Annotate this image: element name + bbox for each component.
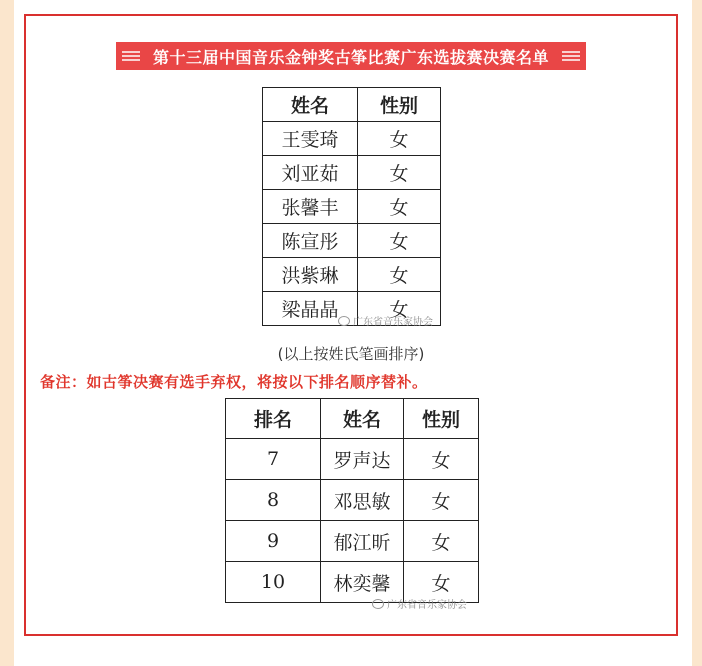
- finalist-table: [262, 87, 441, 326]
- cell-gender: 女: [358, 292, 441, 326]
- order-note: (以上按姓氏笔画排序): [277, 345, 425, 363]
- header-name: 姓名: [321, 399, 404, 439]
- cell-name: 陈宣彤: [263, 224, 358, 258]
- wechat-icon: [338, 316, 350, 326]
- header-gender: 性别: [358, 88, 441, 122]
- cell-name: 王雯琦: [263, 122, 358, 156]
- table-row: [263, 190, 441, 224]
- table-header-row: [226, 399, 479, 439]
- cell-gender: 女: [404, 439, 479, 480]
- cell-rank: 7: [226, 439, 321, 480]
- substitute-note: 备注：如古筝决赛有选手弃权，将按以下排名顺序替补。: [40, 373, 428, 391]
- cell-name: 林奕馨: [321, 562, 404, 603]
- cell-gender: 女: [358, 224, 441, 258]
- stripe-decoration-right: [562, 51, 580, 61]
- header-name: 姓名: [263, 88, 358, 122]
- cell-name: 罗声达: [321, 439, 404, 480]
- cell-name: 郁江昕: [321, 521, 404, 562]
- watermark-text: 广东省音乐家协会: [353, 317, 433, 328]
- stripe-decoration-left: [122, 51, 140, 61]
- cell-gender: 女: [404, 521, 479, 562]
- substitute-table: [225, 398, 479, 603]
- table-row: [263, 258, 441, 292]
- cell-rank: 9: [226, 521, 321, 562]
- watermark: [338, 313, 433, 328]
- cell-gender: 女: [358, 156, 441, 190]
- header-gender: 性别: [404, 399, 479, 439]
- cell-name: 刘亚茹: [263, 156, 358, 190]
- cell-rank: 10: [226, 562, 321, 603]
- page-title: 第十三届中国音乐金钟奖古筝比赛广东选拔赛决赛名单: [152, 47, 549, 67]
- watermark-text: 广东省音乐家协会: [387, 600, 467, 611]
- watermark: [372, 596, 467, 611]
- cell-gender: 女: [404, 480, 479, 521]
- cell-name: 张馨丰: [263, 190, 358, 224]
- table-row: [263, 122, 441, 156]
- cell-rank: 8: [226, 480, 321, 521]
- table-row: [226, 439, 479, 480]
- title-banner: [116, 42, 586, 70]
- table-row: [226, 521, 479, 562]
- table-row: [226, 480, 479, 521]
- cell-gender: 女: [358, 258, 441, 292]
- cell-name: 邓思敏: [321, 480, 404, 521]
- cell-gender: 女: [358, 190, 441, 224]
- cell-gender: 女: [404, 562, 479, 603]
- table-row: [263, 156, 441, 190]
- cell-name: 洪紫琳: [263, 258, 358, 292]
- wechat-icon: [372, 599, 384, 609]
- table-row: [263, 224, 441, 258]
- cell-gender: 女: [358, 122, 441, 156]
- table-header-row: [263, 88, 441, 122]
- header-rank: 排名: [226, 399, 321, 439]
- cell-name: 梁晶晶: [263, 292, 358, 326]
